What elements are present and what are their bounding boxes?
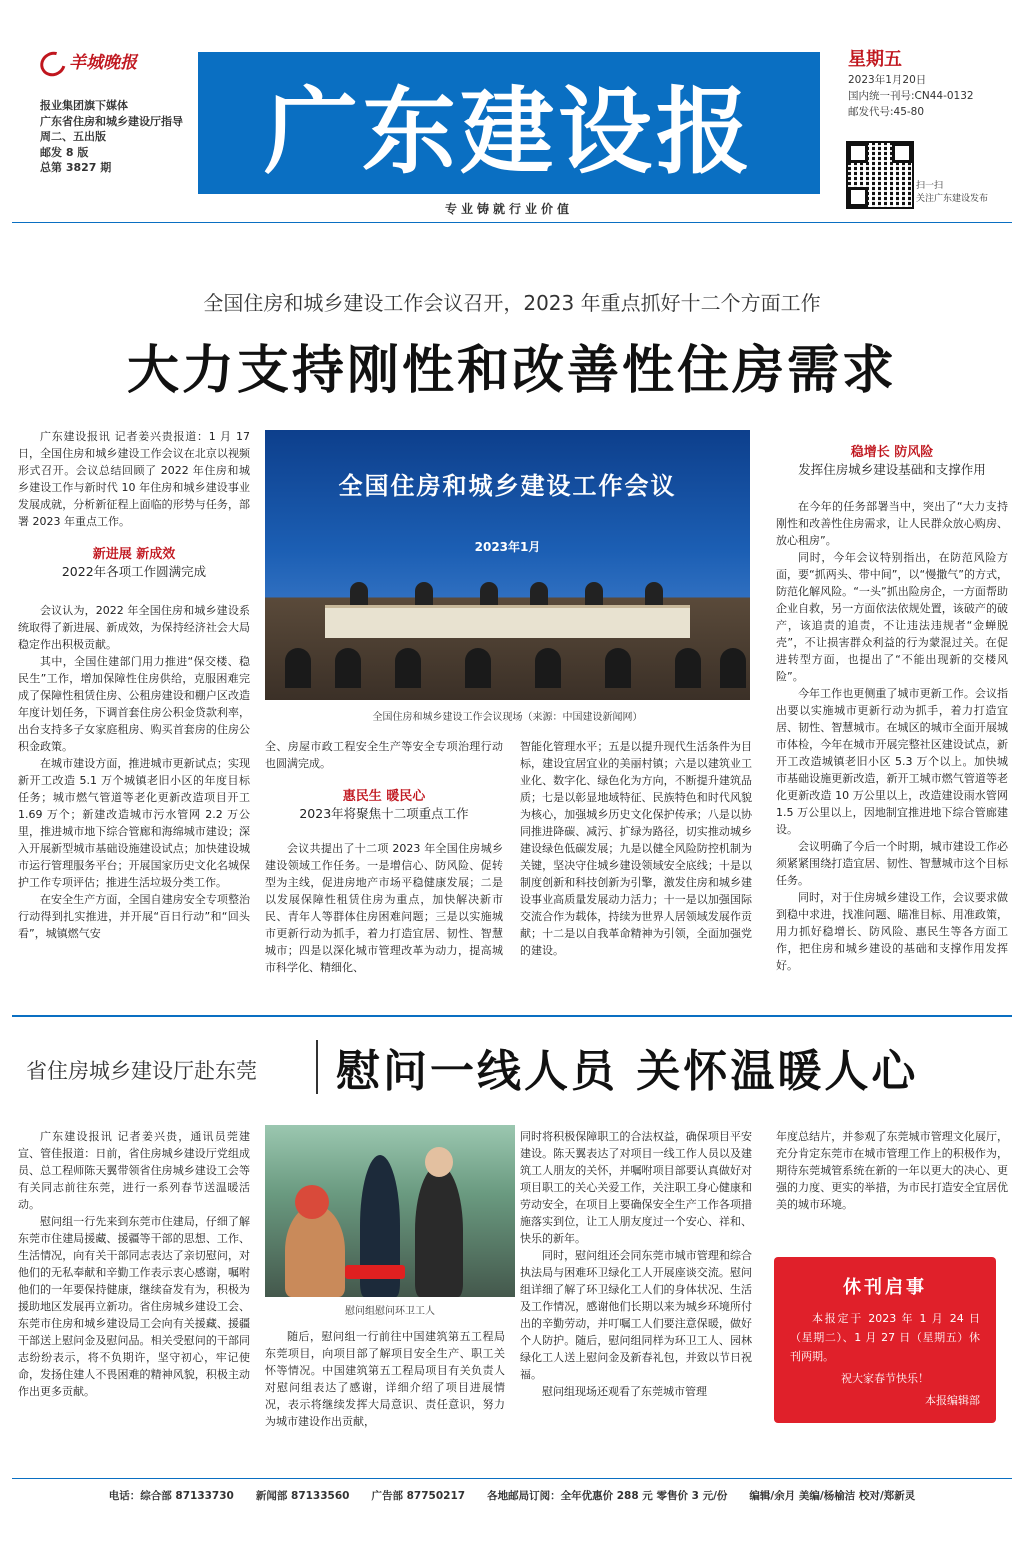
paragraph: 其中，全国住建部门用力推进“保交楼、稳民生”工作，增加保障性住房供给，克服困难完成了保障性租赁住房、公租房建设和棚户区改造年度计划任务，下调首套住房公积金贷款利率，出台支持多子女家庭租房、购买首套房的住房公积金政策。 [18,655,250,753]
masthead-divider [12,222,1012,223]
lead-column-1 [18,428,250,942]
masthead-right [848,49,1018,120]
suspension-notice [774,1257,996,1423]
masthead-left [40,52,200,176]
paragraph: 同时，今年会议特别指出，在防范风险方面，要“抓两头、带中间”，以“慢撒气”的方式，防范化解风险。“一头”抓出险房企，一方面帮助企业自救，另一方面依法依规处置，该破产的破产，该追责的追责，不让违法违规者“金蝉脱壳”，不让损害群众利益的行为蒙混过关。在促进转型方面，也提出了“不能出现新的交楼风险”。 [776,551,1008,683]
issue-date: 2023年1月20日 [848,74,927,86]
lead-subhead-red: 惠民生 暖民心 [342,789,426,804]
issn: 国内统一刊号:CN44-0132 [848,90,974,102]
logo-mark-icon [36,47,71,81]
lead-subhead-red: 新进展 新成效 [92,547,176,562]
masthead-left-line: 邮发 8 版 [40,145,89,159]
paragraph: 慰问组现场还观看了东莞城市管理 [542,1385,707,1398]
second-column-1 [18,1128,250,1400]
masthead-left-line: 广东省住房和城乡建设厅指导 [40,114,183,128]
footer-subscription: 各地邮局订阅：全年优惠价 288 元 零售价 3 元/份 [487,1490,728,1502]
conference-photo [265,430,750,700]
paragraph: 同时将积极保障职工的合法权益，确保项目平安建设。陈天翼表达了对项目一线工作人员以及建筑工人朋友的关怀，并嘱咐项目部要认真做好对项目职工的关心关爱工作，关注职工身心健康和劳动安全，在项目上要确保安全生产工作各项措施落实到位，让工人朋友度过一个安心、祥和、快乐的新年。 [520,1130,752,1245]
footer-phone-news: 新闻部 87133560 [255,1490,350,1502]
slogan: 专业铸就行业价值 [444,202,573,216]
second-headline: 慰问一线人员 关怀温暖人心 [336,1046,919,1097]
notice-title: 休刊启事 [843,1277,927,1298]
lead-intro: 广东建设报讯 记者姜兴贵报道：1 月 17 日，全国住房和城乡建设工作会议在北京以视频形式召开。会议总结回顾了 2022 年住房和城乡建设工作与新时代 10 年住房和城乡建设事业发展成就，分析新征程上面临的形势与任务，部署 2023 年重点工作。 [18,430,250,528]
paragraph: 同时，对于住房城乡建设工作，会议要求做到稳中求进，找准问题、瞄准目标、用准政策，用力抓好稳增长、防风险、惠民生等各方面工作，把住房和城乡建设的基础和支撑作用发挥好。 [776,891,1008,972]
paragraph: 全、房屋市政工程安全生产等安全专项治理行动也圆满完成。 [265,740,503,770]
paragraph: 在今年的任务部署当中，突出了“大力支持刚性和改善性住房需求，让人民群众放心购房、放心租房”。 [776,500,1008,547]
newspaper-title: 广东建设报 [263,76,754,187]
notice-signature: 本报编辑部 [925,1394,980,1407]
lead-column-4 [776,444,1008,974]
paragraph: 广东建设报讯 记者姜兴贵，通讯员莞建宣、管佳报道：日前，省住房城乡建设厅党组成员、总工程师陈天翼带领省住房城乡建设工会等有关同志前往东莞，进行一系列春节送温暖活动。 [18,1130,250,1211]
photo-banner-date: 2023年1月 [474,540,541,554]
qr-caption-line: 关注广东建设发布 [916,194,989,204]
footer [0,1488,1024,1503]
yangcheng-logo [40,52,200,76]
notice-body: 本报定于 2023 年 1 月 24 日（星期二）、1 月 27 日（星期五）休刊两期。 [790,1312,980,1363]
lead-subhead: 2022年各项工作圆满完成 [61,564,207,579]
paragraph: 慰问组一行先来到东莞市住建局，仔细了解东莞市住建局援藏、援疆等干部的思想、工作、生活情况，向有关干部同志表达了亲切慰问，对他们的无私奉献和辛勤工作表示衷心感谢，嘱咐他们的一年要保持健康，继续奋发有为，积极为援助地区发展再立新功。省住房城乡建设工会、东莞市住房和城乡建设局工会向有关援藏、援疆干部送上慰问金及慰问品。相关受慰问的干部同志纷纷表示，将不负期许，坚守初心，牢记使命，发扬住建人不畏困难的精神风貌，积极主动作出更多贡献。 [18,1215,250,1398]
paragraph: 年度总结片，并参观了东莞城市管理文化展厅，充分肯定东莞市在城市管理工作上的积极作为，期待东莞城管系统在新的一年以更大的决心、更强的力度、更实的举措，为市民打造安全宜居优美的城市环境。 [776,1130,1008,1211]
postal-code: 邮发代号:45-80 [848,106,925,118]
qr-code-icon[interactable] [848,143,912,207]
paragraph: 会议共提出了十二项 2023 年全国住房城乡建设领域工作任务。一是增信心、防风险、促转型为主线，促进房地产市场平稳健康发展；二是以发展保障性租赁住房为重点，加快解决新市民、青年人等群体住房困难问题；三是以实施城市更新行动为抓手，着力打造宜居、韧性、智慧城市；四是以深化城市管理改革为动力，提高城市科学化、精细化、 [265,842,503,974]
footer-phone-ads: 广告部 87750217 [371,1490,466,1502]
masthead-left-line: 周二、五出版 [40,130,106,143]
paragraph: 同时，慰问组还会同东莞市城市管理和综合执法局与困难环卫绿化工人开展座谈交流。慰问组详细了解了环卫绿化工人们的身体状况、生活及工作情况，感谢他们长期以来为城乡环境所付出的辛勤劳动，并叮嘱工人们要注意保暖，做好个人防护。随后，慰问组同样为环卫工人、园林绿化工人送上慰问金及新春礼包，并致以节日祝福。 [520,1249,752,1381]
second-column-2 [265,1328,505,1430]
paragraph: 智能化管理水平；五是以提升现代生活条件为目标，建设宜居宜业的美丽村镇；六是以建筑业工业化、数字化、绿色化为方向，不断提升建筑品质；七是以彰显地域特征、民族特色和时代风貌为核心，加强城乡历史文化保护传承；八是以协同推进降碳、减污、扩绿为路径，切实推动城乡建设绿色低碳发展；九是以健全风险防控机制为关键，坚决守住城乡建设领域安全底线；十是以制度创新和科技创新为引擎，激发住房和城乡建设事业高质量发展动力活力；十一是以加强国际交流合作为载体，持续为世界人居领域发展作贡献；十二是以自我革命精神为引领，全面加强党的建设。 [520,740,752,957]
photo-banner-text: 全国住房和城乡建设工作会议 [338,471,677,500]
weekday: 星期五 [848,49,902,70]
visit-photo-caption: 慰问组慰问环卫工人 [345,1306,435,1317]
visit-photo [265,1125,515,1297]
second-kicker: 省住房城乡建设厅赴东莞 [26,1059,257,1083]
paragraph: 会议明确了今后一个时期，城市建设工作必须紧紧围绕打造宜居、韧性、智慧城市这个目标任务。 [776,840,1008,887]
masthead-left-line: 报业集团旗下媒体 [40,99,128,112]
notice-greeting: 祝大家春节快乐！ [841,1372,929,1385]
paragraph: 会议认为，2022 年全国住房和城乡建设系统取得了新进展、新成效，为保持经济社会大局稳定作出积极贡献。 [18,604,250,651]
paragraph: 在安全生产方面，全国自建房安全专项整治行动得到扎实推进，并开展“百日行动”和“回头看”，城镇燃气安 [18,893,250,940]
headline-separator [316,1040,318,1094]
section-divider [12,1015,1012,1017]
second-column-4 [776,1128,1008,1213]
second-column-3 [520,1128,752,1400]
lead-kicker: 全国住房和城乡建设工作会议召开，2023 年重点抓好十二个方面工作 [203,291,821,315]
masthead-left-line: 总第 3827 期 [40,161,112,174]
footer-credits: 编辑/余月 美编/杨榆洁 校对/郑新灵 [749,1490,916,1502]
lead-subhead-red: 稳增长 防风险 [850,445,934,460]
paragraph: 随后，慰问组一行前往中国建筑第五工程局东莞项目，向项目部了解项目安全生产、职工关怀等情况。中国建筑第五工程局项目有关负责人对慰问组表达了感谢，详细介绍了项目进展情况，表示将继续发挥大局意识、责任意识，努力为城市建设作出贡献， [265,1330,505,1428]
lead-subhead: 发挥住房城乡建设基础和支撑作用 [798,462,986,477]
lead-column-3 [520,738,752,959]
footer-phone-general: 电话：综合部 87133730 [108,1490,234,1502]
footer-divider [12,1478,1012,1479]
lead-headline: 大力支持刚性和改善性住房需求 [126,340,897,401]
qr-caption [916,180,988,206]
paragraph: 今年工作也更侧重了城市更新工作。会议指出要以实施城市更新行动为抓手，着力打造宜居、韧性、智慧城市。在城区的城市全面开展城市体检，今年在城市开展完整社区建设试点，新开工改造城镇老旧小区 5.3 万个以上。加快城市基础设施更新改造，新开工城市燃气管道等老化更新改造 10 万公里以上，改造建设雨水管网 1.5 万公里以上，因地制宜推进地下综合管廊建设。 [776,687,1008,836]
qr-caption-line: 扫一扫 [916,181,944,191]
lead-column-2 [265,738,503,976]
photo-caption: 全国住房和城乡建设工作会议现场（来源：中国建设新闻网） [372,712,643,723]
logo-text: 羊城晚报 [69,53,137,74]
lead-subhead: 2023年将聚焦十二项重点工作 [299,806,469,821]
paragraph: 在城市建设方面，推进城市更新试点；实现新开工改造 5.1 万个城镇老旧小区的年度目标任务；城市燃气管道等老化更新改造项目开工 1.69 万个；新建改造城市污水管网 2.2 万公里，推进城市地下综合管廊和海绵城市建设；深入开展新型城市基础设施建设试点；加快建设城市运行管理服务平台；开展国家历史文化名城保护工作专项评估；推进生活垃圾分类工作。 [18,757,250,889]
